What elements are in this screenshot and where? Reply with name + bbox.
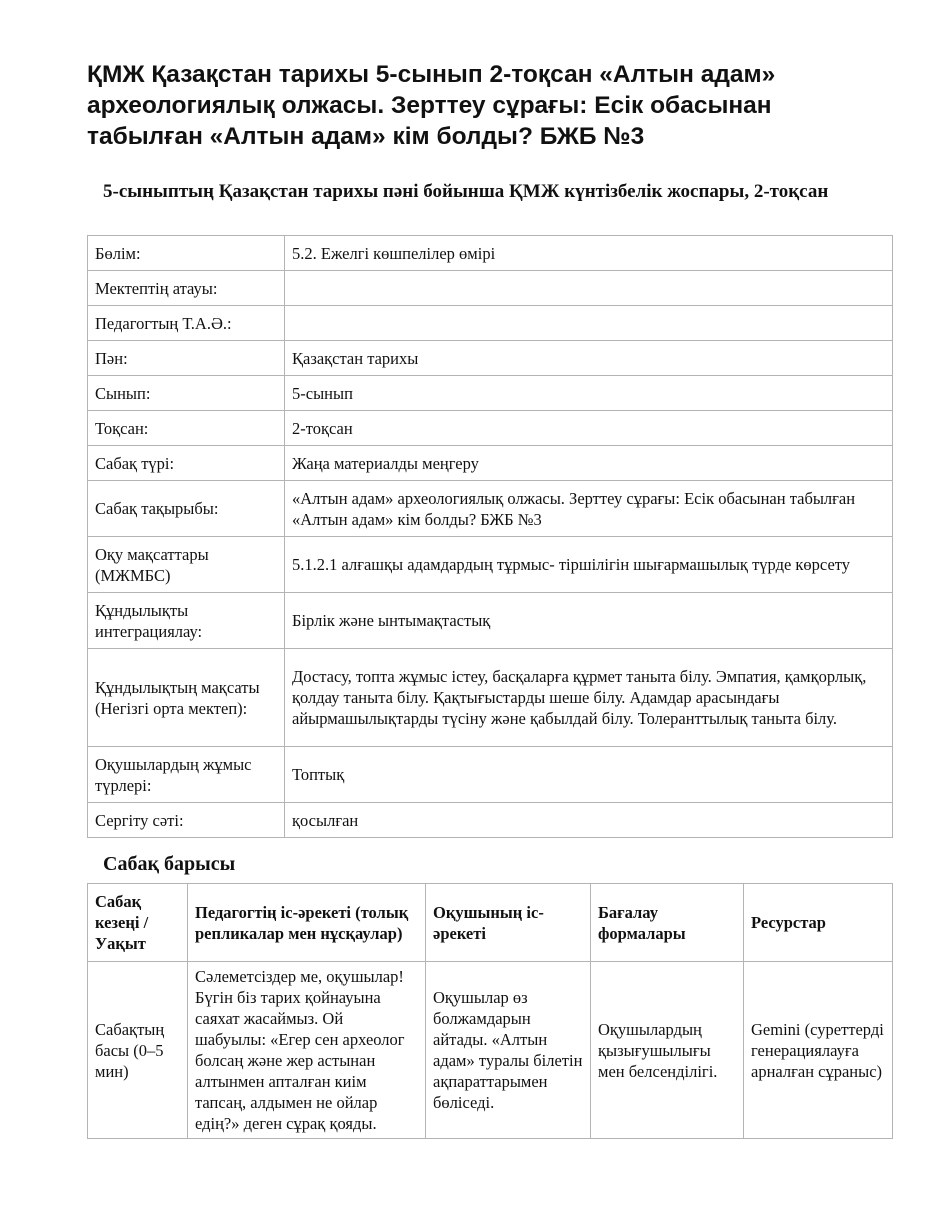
column-header-assessment: Бағалау формалары (591, 884, 744, 962)
column-header-teacher-activity: Педагогтің іс-әрекеті (толық репликалар мен нұсқаулар) (188, 884, 426, 962)
table-row (88, 236, 893, 271)
table-row (88, 593, 893, 649)
info-label: Оқу мақсаттары (МЖМБС) (88, 537, 285, 593)
info-label: Құндылықты интеграциялау: (88, 593, 285, 649)
document-title: ҚМЖ Қазақстан тарихы 5-сынып 2-тоқсан «Алтын адам» археологиялық олжасы. Зерттеу сұрағы: Есік обасынан табылған «Алтын адам» кім болды? БЖБ №3 (87, 61, 776, 150)
table-row (88, 411, 893, 446)
info-value: қосылған (285, 803, 893, 838)
table-row (88, 481, 893, 537)
info-value: Топтық (285, 747, 893, 803)
assessment-cell: Оқушылардың қызығушылығы мен белсенділігі. (591, 962, 744, 1139)
info-label: Құндылықтың мақсаты (Негізгі орта мектеп): (88, 649, 285, 747)
column-header-stage: Сабақ кезеңі / Уақыт (88, 884, 188, 962)
info-value: Достасу, топта жұмыс істеу, басқаларға құрмет таныта білу. Эмпатия, қамқорлық, қолдау таныта білу. Қақтығыстарды шеше білу. Адамдар арасындағы айырмашылықтарды түсіну және қабылдай білу. Толеранттылық таныта білу. (285, 649, 893, 747)
info-label: Сабақ тақырыбы: (88, 481, 285, 537)
info-label: Мектептің атауы: (88, 271, 285, 306)
info-label: Педагогтың Т.А.Ә.: (88, 306, 285, 341)
lesson-flow-table (87, 883, 893, 1139)
table-row (88, 306, 893, 341)
info-label: Сабақ түрі: (88, 446, 285, 481)
info-value: Қазақстан тарихы (285, 341, 893, 376)
info-value: 5.1.2.1 алғашқы адамдардың тұрмыс- тіршілігін шығармашылық түрде көрсету (285, 537, 893, 593)
info-label: Пән: (88, 341, 285, 376)
info-value (285, 306, 893, 341)
column-header-student-activity: Оқушының іс-әрекеті (426, 884, 591, 962)
resources-cell: Gemini (суреттерді генерациялауға арналған сұраныс) (744, 962, 893, 1139)
table-row (88, 747, 893, 803)
info-label: Тоқсан: (88, 411, 285, 446)
table-row (88, 962, 893, 1139)
info-value: «Алтын адам» археологиялық олжасы. Зерттеу сұрағы: Есік обасынан табылған «Алтын адам» кім болды? БЖБ №3 (285, 481, 893, 537)
info-value: 5-сынып (285, 376, 893, 411)
info-label: Бөлім: (88, 236, 285, 271)
info-value: Жаңа материалды меңгеру (285, 446, 893, 481)
info-label: Сынып: (88, 376, 285, 411)
teacher-activity-cell: Сәлеметсіздер ме, оқушылар! Бүгін біз тарих қойнауына саяхат жасаймыз. Ой шабуылы: «Егер сен археолог болсаң және жер астынан алтынмен апталған киім тапсаң, алдымен не ойлар едің?» деген сұрақ қояды. (188, 962, 426, 1139)
column-header-resources: Ресурстар (744, 884, 893, 962)
table-header-row (88, 884, 893, 962)
table-row (88, 649, 893, 747)
table-row (88, 376, 893, 411)
table-row (88, 271, 893, 306)
stage-cell: Сабақтың басы (0–5 мин) (88, 962, 188, 1139)
section-title: Сабақ барысы (103, 853, 236, 875)
plan-subtitle: 5-сыныптың Қазақстан тарихы пәні бойынша ҚМЖ күнтізбелік жоспары, 2-тоқсан (103, 181, 829, 202)
info-value: Бірлік және ынтымақтастық (285, 593, 893, 649)
student-activity-cell: Оқушылар өз болжамдарын айтады. «Алтын адам» туралы білетін ақпараттарымен бөліседі. (426, 962, 591, 1139)
info-value (285, 271, 893, 306)
info-label: Сергіту сәті: (88, 803, 285, 838)
table-row (88, 537, 893, 593)
lesson-info-table (87, 235, 893, 838)
info-value: 2-тоқсан (285, 411, 893, 446)
table-row (88, 446, 893, 481)
table-row (88, 803, 893, 838)
table-row (88, 341, 893, 376)
info-value: 5.2. Ежелгі көшпелілер өмірі (285, 236, 893, 271)
info-label: Оқушылардың жұмыс түрлері: (88, 747, 285, 803)
